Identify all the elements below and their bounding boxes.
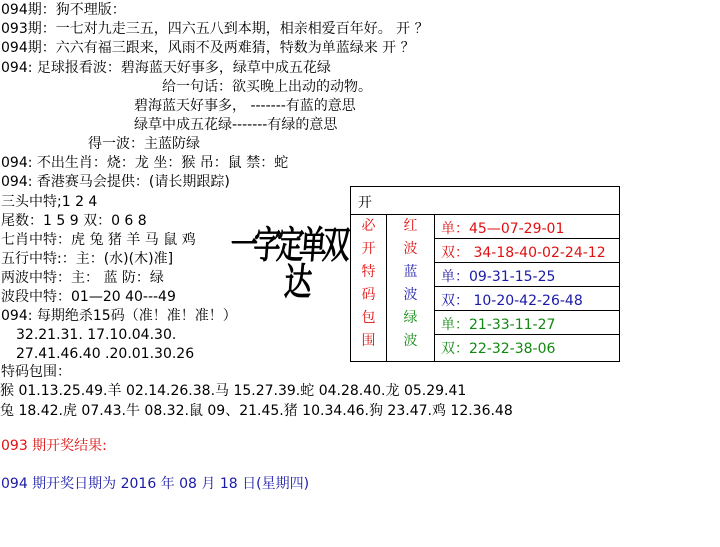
line-6: 碧海蓝天好事多， -------有蓝的意思 [134,98,356,114]
table-row: 单：45—07-29-01 [435,215,619,239]
line-7: 绿草中成五花绿-------有绿的意思 [134,117,338,133]
line-13: 七肖中特：虎 兔 猪 羊 马 鼠 鸡 [1,232,196,248]
table-head [351,187,619,215]
table-col-2 [387,215,435,361]
col1-char: 包 [361,310,376,326]
table-row: 双：22-32-38-06 [441,341,556,357]
col2-char: 红 [403,218,418,234]
line-8: 得一波：主蓝防绿 [88,136,200,152]
line-21: 猴 01.13.25.49.羊 02.14.26.38.马 15.27.39.蛇 04.28.40.龙 05.29.41 [0,383,467,399]
col1-char: 必 [361,218,376,234]
table-row: 单：21-33-11-27 [435,311,619,335]
col2-char: 蓝 [403,264,418,280]
line-17: 094: 每期绝杀15码（准！准！准！） [1,308,237,324]
result-title: 093 期开奖结果: [1,438,107,454]
col2-char: 绿 [403,310,418,326]
line-14: 五行中特:：主：(水)(木)准] [1,251,174,267]
table-row: 单：09-31-15-25 [435,263,619,287]
col1-char: 开 [361,241,376,257]
line-22: 兔 18.42.虎 07.43.牛 08.32.鼠 09、21.45.猪 10.34.46.狗 23.47.鸡 12.36.48 [0,403,513,419]
line-11: 三头中特;1 2 4 [1,194,98,210]
line-12: 尾数：1 5 9 双：0 6 8 [1,213,147,229]
line-4: 094: 足球报看波：碧海蓝天好事多，绿草中成五花绿 [1,60,331,76]
table-row: 双： 34-18-40-02-24-12 [435,239,619,263]
col2-char: 波 [403,241,418,257]
line-15: 两波中特：主： 蓝 防：绿 [1,270,164,286]
col2-char: 波 [403,333,418,349]
line-10: 094: 香港赛马会提供：(请长期跟踪) [1,174,230,190]
line-19: 27.41.46.40 .20.01.30.26 [16,346,195,362]
line-16: 波段中特：01—20 40---49 [1,289,176,305]
line-18: 32.21.31. 17.10.04.30. [16,327,177,343]
line-5: 给一句话：欲买晚上出动的动物。 [162,79,372,95]
col1-char: 码 [361,287,376,303]
col1-char: 特 [361,264,376,280]
table-row: 双： 10-20-42-26-48 [435,287,619,311]
col2-char: 波 [403,287,418,303]
draw-date: 094 期开奖日期为 2016 年 08 月 18 日(星期四) [1,476,310,492]
line-1: 094期：狗不理版： [1,2,126,18]
line-2: 093期：一七对九走三五，四六五八到本期，相亲相爱百年好。 开 ？ [1,21,429,37]
line-20: 特码包围： [1,364,71,380]
big-title: 一字定单双 [228,222,348,267]
table-head-text: 开 [358,195,372,211]
big-title-2: 达 [282,259,314,304]
prediction-table [350,186,620,362]
line-9: 094: 不出生肖：烧：龙 坐：猴 吊：鼠 禁：蛇 [1,155,289,171]
col1-char: 围 [361,333,376,349]
line-3: 094期：六六有福三跟来，风雨不及两难猜，特数为单蓝绿来 开 ？ [1,40,415,56]
table-col-1 [351,215,387,361]
